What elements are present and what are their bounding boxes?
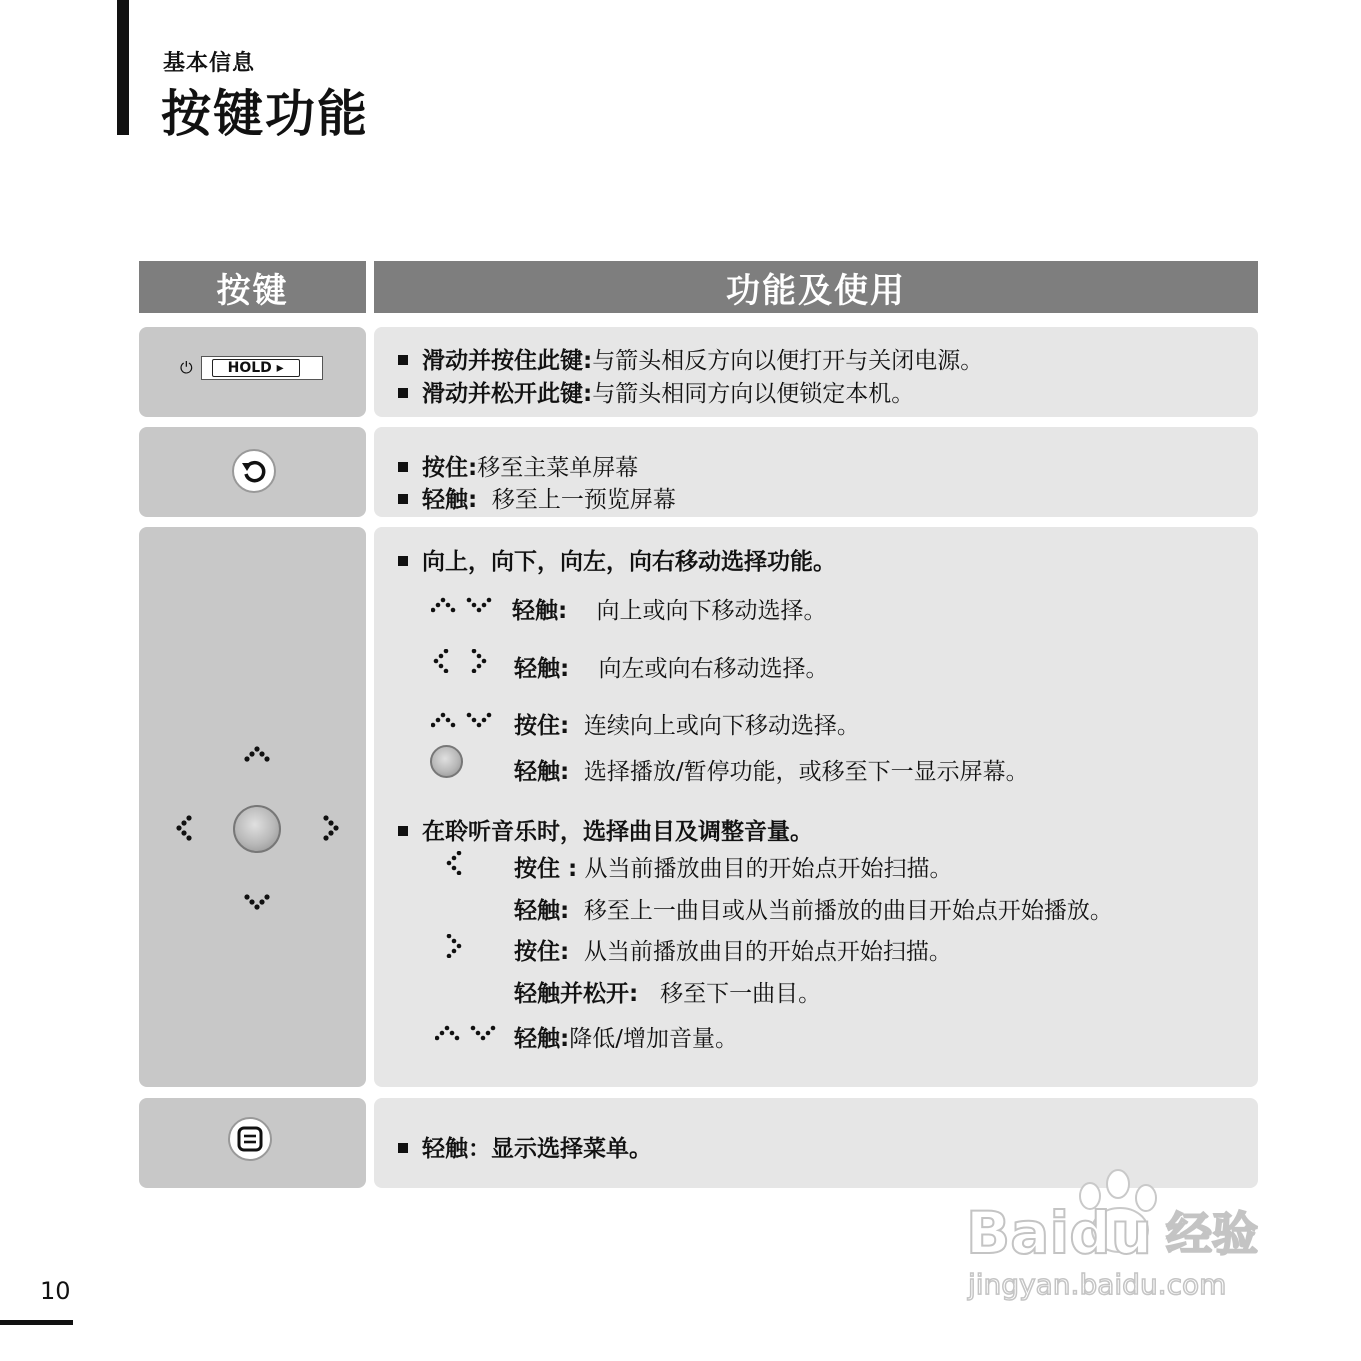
hold-switch-knob: HOLD ▸	[212, 359, 300, 377]
music-item-3: 按住: 从当前播放曲目的开始点开始扫描。	[514, 939, 952, 965]
hold-line-2: 滑动并松开此键:与箭头相同方向以便锁定本机。	[398, 375, 914, 408]
menu-icon	[228, 1117, 272, 1161]
menu-line: 轻触：显示选择菜单。	[398, 1130, 652, 1163]
left-arrow-icon	[446, 851, 462, 875]
hold-switch-icon	[180, 356, 323, 380]
svg-text:经验: 经验	[1166, 1207, 1258, 1261]
hold-line-1: 滑动并按住此键:与箭头相反方向以便打开与关闭电源。	[398, 342, 983, 375]
select-button-icon	[233, 805, 281, 853]
bullet-icon	[398, 388, 408, 398]
nav-item-1: 轻触: 向上或向下移动选择。	[512, 598, 827, 624]
nav-item-3: 按住: 连续向上或向下移动选择。	[514, 713, 860, 739]
left-arrow-icon	[176, 815, 194, 841]
svg-text:Baidu: Baidu	[966, 1199, 1153, 1267]
right-arrow-icon	[321, 815, 339, 841]
hold-switch-track	[201, 356, 323, 380]
up-arrow-icon	[244, 746, 270, 764]
music-item-1: 按住 : 从当前播放曲目的开始点开始扫描。	[514, 856, 953, 882]
page-number-rule	[0, 1320, 73, 1325]
back-icon	[232, 449, 276, 493]
bullet-icon	[398, 355, 408, 365]
nav-item-2: 轻触: 向左或向右移动选择。	[514, 656, 829, 682]
svg-text:jingyan.baidu.com: jingyan.baidu.com	[968, 1268, 1227, 1301]
bullet-icon	[398, 1143, 408, 1153]
down-arrow-icon	[244, 892, 270, 910]
music-item-5: 轻触:降低/增加音量。	[514, 1026, 738, 1052]
bullet-icon	[398, 494, 408, 504]
volume-arrows-icon	[435, 1025, 497, 1041]
power-icon: ⏻	[180, 358, 193, 377]
page-number: 10	[40, 1277, 71, 1305]
column-header-key: 按键	[139, 261, 366, 313]
bullet-icon	[398, 556, 408, 566]
right-arrow-icon	[446, 934, 462, 958]
music-item-2: 轻触: 移至上一曲目或从当前播放的曲目开始点开始播放。	[514, 898, 1113, 924]
select-button-icon	[430, 745, 463, 778]
back-line-1: 按住:移至主菜单屏幕	[398, 449, 638, 482]
left-right-arrows-icon	[433, 649, 487, 673]
page-title: 按键功能	[161, 85, 369, 143]
bullet-icon	[398, 826, 408, 836]
nav-heading-1: 向上，向下，向左，向右移动选择功能。	[398, 543, 836, 576]
music-item-4: 轻触并松开: 移至下一曲目。	[514, 981, 822, 1007]
column-header-function: 功能及使用	[374, 261, 1258, 313]
back-line-2: 轻触: 移至上一预览屏幕	[398, 481, 676, 514]
nav-item-4: 轻触: 选择播放/暂停功能，或移至下一显示屏幕。	[514, 759, 1029, 785]
up-down-arrows-icon	[431, 712, 493, 728]
up-down-arrows-icon	[431, 597, 493, 613]
nav-heading-2: 在聆听音乐时，选择曲目及调整音量。	[398, 813, 813, 846]
baidu-watermark-logo	[966, 1158, 1278, 1308]
bullet-icon	[398, 462, 408, 472]
section-bar	[117, 0, 129, 135]
section-subtitle: 基本信息	[163, 51, 256, 76]
